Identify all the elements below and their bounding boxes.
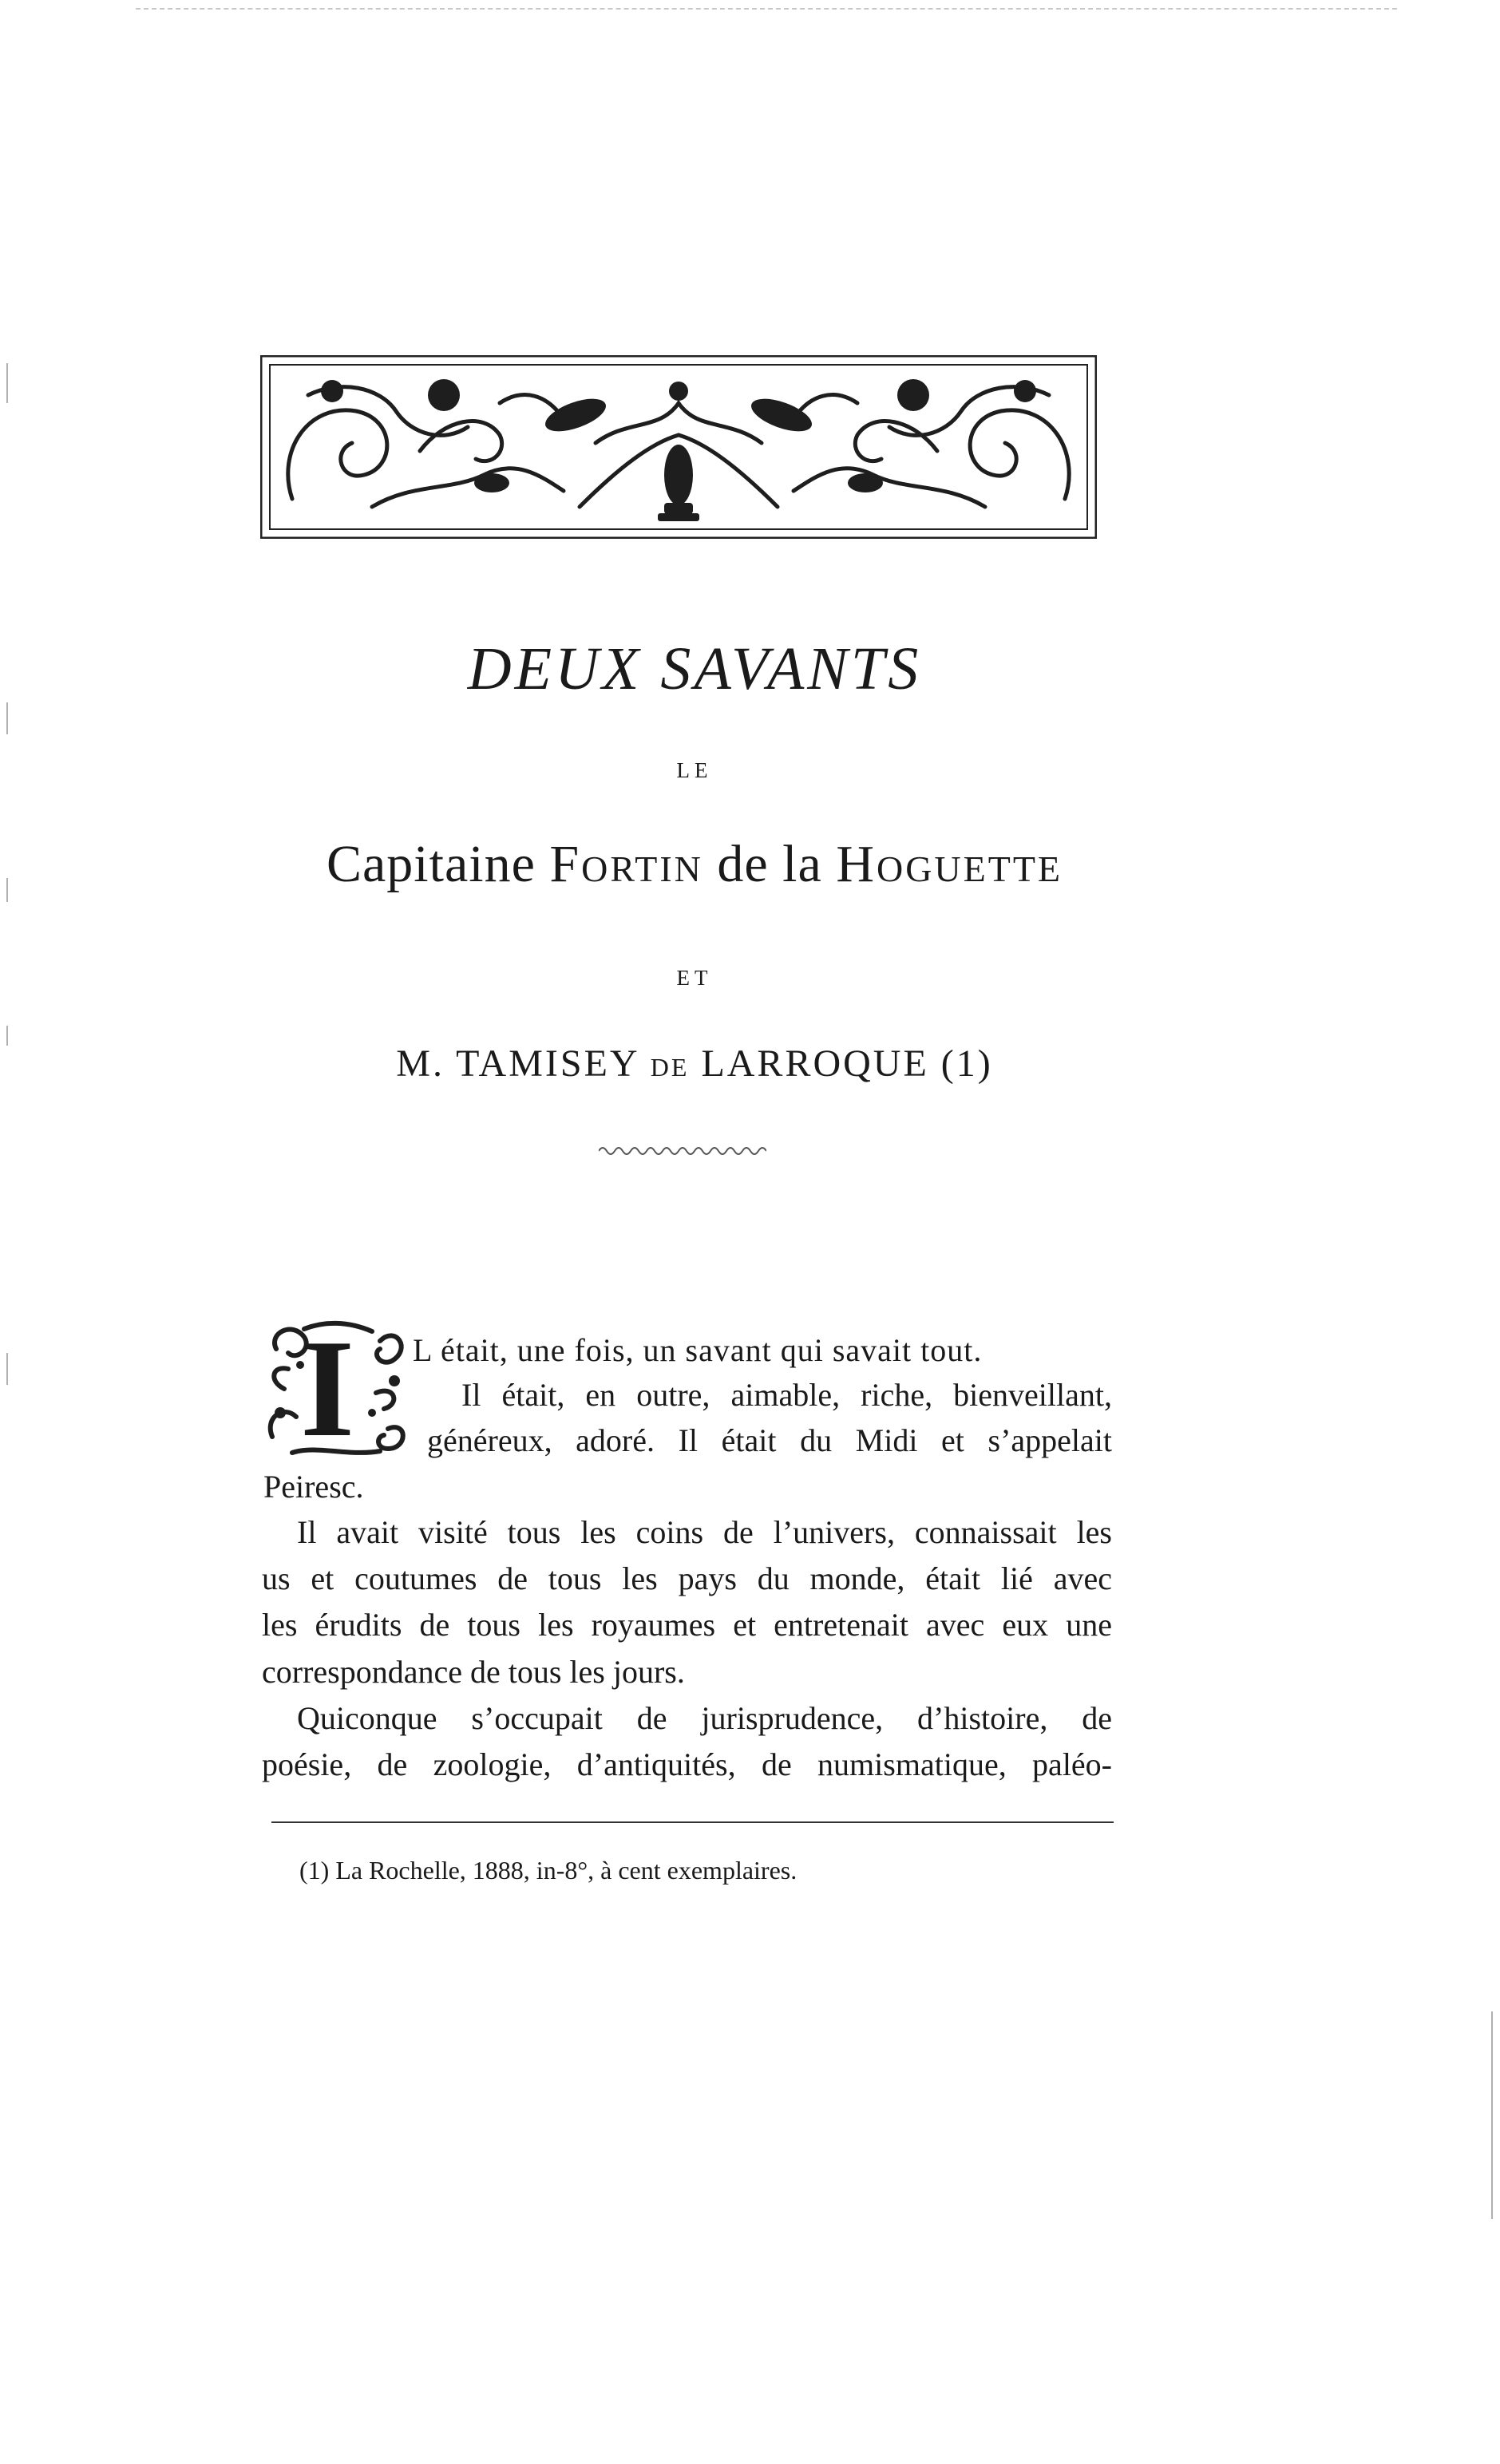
body-line-2: Il était, en outre, aimable, riche, bienveillant, — [461, 1377, 1112, 1413]
footnote: (1) La Rochelle, 1888, in-8°, à cent exemplaires. — [299, 1856, 797, 1885]
body-line-6: us et coutumes de tous les pays du monde, était lié avec — [262, 1560, 1112, 1596]
subtitle-prefix: Capitaine — [326, 835, 550, 893]
scan-top-edge — [136, 8, 1397, 10]
drop-cap — [260, 1311, 412, 1465]
page-title: DEUX SAVANTS — [467, 635, 922, 702]
subtitle — [0, 834, 1389, 895]
scan-margin-mark — [6, 1353, 8, 1385]
subtitle-mid: de la — [703, 835, 837, 893]
subtitle-name-hoguette: Hoguette — [836, 835, 1063, 893]
decorative-squiggle — [599, 1141, 766, 1157]
heading-et: ET — [676, 966, 713, 990]
body-line-3: généreux, adoré. Il était du Midi et s’appelait — [427, 1422, 1112, 1458]
author-line — [0, 1042, 1389, 1086]
author-prefix: M. TAMISEY — [396, 1042, 651, 1085]
subtitle-name-fortin: Fortin — [549, 835, 703, 893]
body-line-7: les érudits de tous les royaumes et entretenait avec eux une — [262, 1607, 1112, 1643]
body-line-8: correspondance de tous les jours. — [262, 1654, 685, 1690]
scan-margin-mark — [6, 363, 8, 403]
body-line-10: poésie, de zoologie, d’antiquités, de numismatique, paléo- — [262, 1746, 1112, 1782]
footnote-rule — [271, 1821, 1114, 1823]
author-de: DE — [650, 1053, 690, 1082]
drop-cap-letter: I — [300, 1311, 355, 1465]
body-line-4: Peiresc. — [263, 1469, 364, 1505]
scan-margin-mark — [6, 702, 8, 734]
ornamental-headpiece — [260, 355, 1097, 539]
body-line-9: Quiconque s’occupait de jurisprudence, d’histoire, de — [297, 1700, 1112, 1736]
scan-margin-mark — [1491, 2011, 1493, 2219]
body-line-1: L était, une fois, un savant qui savait tout. — [413, 1332, 983, 1368]
body-line-5: Il avait visité tous les coins de l’univers, connaissait les — [297, 1514, 1112, 1550]
heading-le: LE — [676, 758, 713, 782]
author-suffix: LARROQUE (1) — [689, 1042, 993, 1085]
